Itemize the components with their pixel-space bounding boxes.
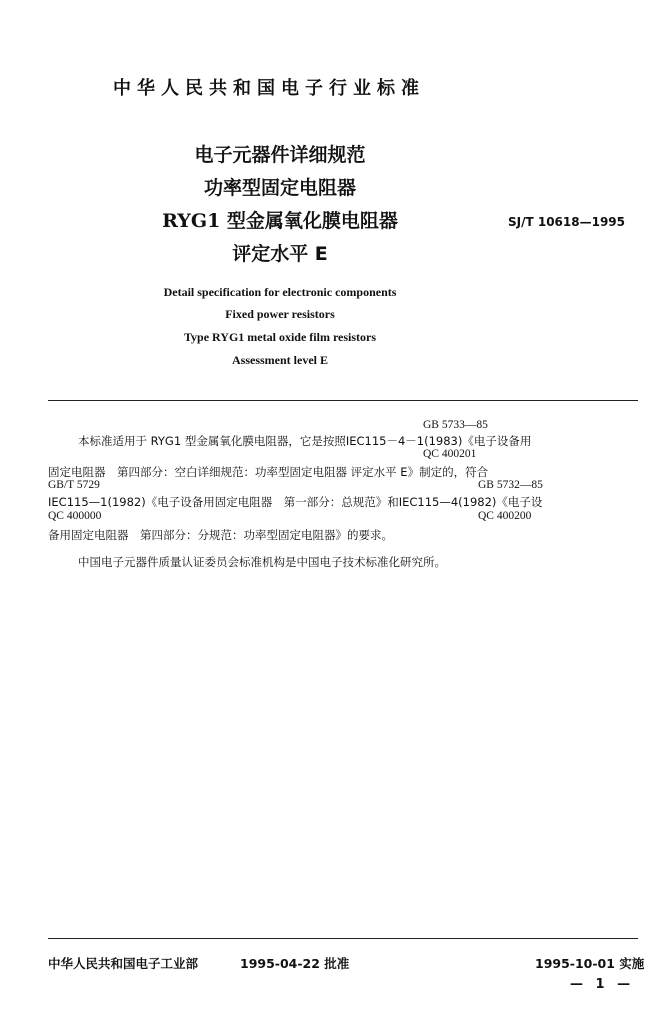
title-en-line1: Detail specification for electronic components [163,285,397,299]
footer-implement-date: 1995-10-01 实施 [535,956,645,971]
ref-qc400000: QC 400000 [48,510,102,522]
title-cn-line3: RYG1 型金属氧化膜电阻器 [162,210,398,232]
ref-gb5733: GB 5733—85 [423,419,488,431]
title-cn-line2: 功率型固定电阻器 [203,177,356,199]
bottom-divider [48,938,638,939]
title-en-line4: Assessment level E [232,353,328,367]
title-cn-line1: 电子元器件详细规范 [194,144,366,166]
body-paragraph1-line1: 本标准适用于 RYG1 型金属氧化膜电阻器，它是按照IEC115－4－1(1983)《电子设备用 [78,434,532,448]
body-paragraph2: 中国电子元器件质量认证委员会标准机构是中国电子技术标准化研究所。 [78,555,446,569]
ref-gbt5729: GB/T 5729 [48,479,100,491]
ref-qc400200: QC 400200 [478,510,532,522]
title-en-line2: Fixed power resistors [225,307,335,321]
footer-issuer: 中华人民共和国电子工业部 [48,956,199,971]
title-cn-line4: 评定水平 E [232,243,328,265]
body-paragraph1-line2: 固定电阻器 第四部分：空白详细规范：功率型固定电阻器 评定水平 E》制定的，符合 [48,465,489,479]
page-number: — 1 — [570,977,635,992]
top-divider [48,400,638,401]
ref-qc400201: QC 400201 [423,448,477,460]
body-paragraph1-line3: IEC115—1(1982)《电子设备用固定电阻器 第一部分：总规范》和IEC115—4(1982)《电子设 [48,495,543,509]
title-en-line3: Type RYG1 metal oxide film resistors [183,330,377,344]
standard-number: SJ/T 10618—1995 [508,215,625,229]
ref-gb5732: GB 5732—85 [478,479,543,491]
footer-approve-date: 1995-04-22 批准 [240,956,350,971]
body-paragraph1-line4: 备用固定电阻器 第四部分：分规范：功率型固定电阻器》的要求。 [48,528,393,542]
industry-standard-header: 中华人民共和国电子行业标准 [113,78,425,99]
